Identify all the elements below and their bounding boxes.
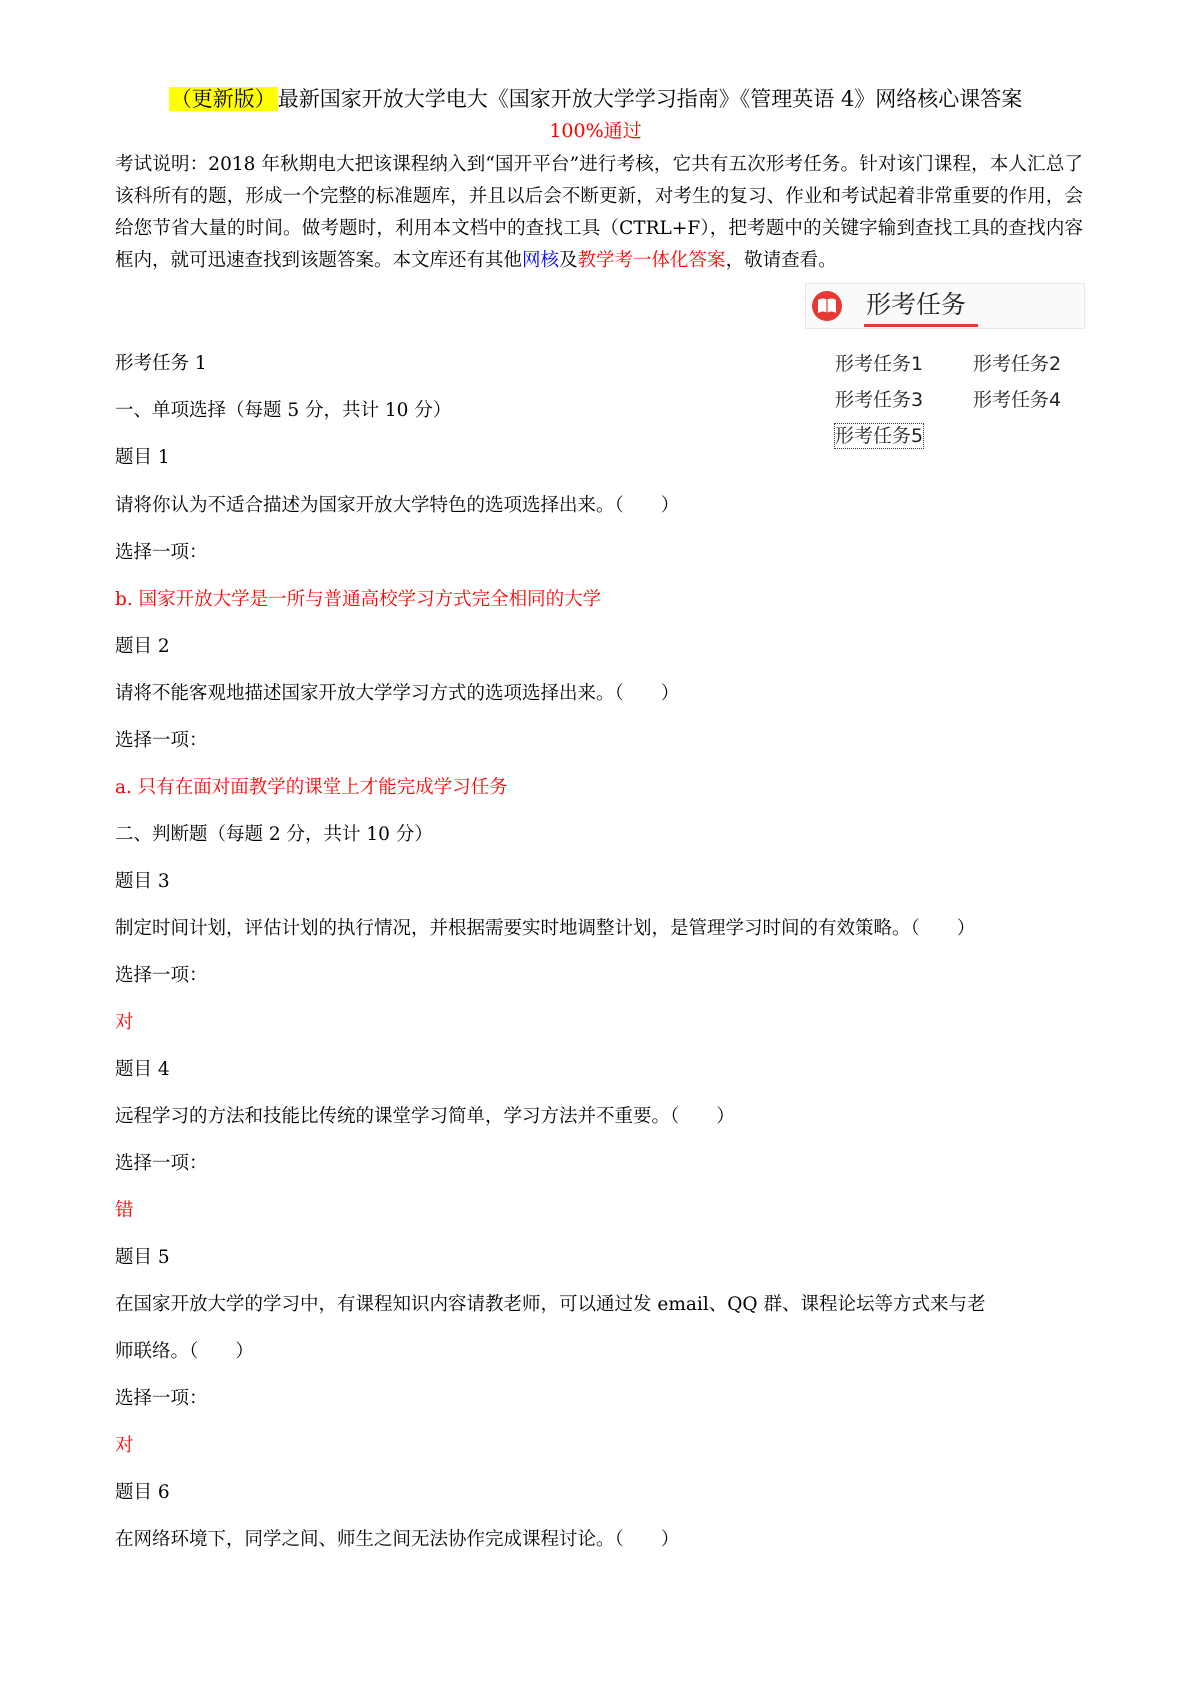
answer-text: 错 — [115, 1200, 134, 1221]
task-widget-image — [805, 283, 1085, 453]
widget-title: 形考任务 — [866, 290, 967, 319]
link-wanghe[interactable]: 网核 — [522, 250, 560, 271]
question-text: 制定时间计划，评估计划的执行情况，并根据需要实时地调整计划，是管理学习时间的有效策略。（ ） — [115, 918, 976, 939]
document-title — [0, 82, 1191, 116]
question-number: 题目 3 — [115, 871, 170, 892]
intro-text: 考试说明：2018 年秋期电大把该课程纳入到“国开平台”进行考核，它共有五次形考任务。针对该门课程，本人汇总了该科所有的题，形成一个完整的标准题库，并且以后会不断更新，对考生的复习、作业和考试起着非常重要的作用，会给您节省大量的时间。做考题时，利用本文档中的查找工具（CTRL+F），把考题中的关键字输到查找工具的查找内容框内，就可迅速查找到该题答案。本文库还有其他 — [115, 154, 1083, 271]
answer-text: b. 国家开放大学是一所与普通高校学习方式完全相同的大学 — [115, 589, 602, 610]
intro-closing: ，敬请查看。 — [725, 250, 837, 271]
title-highlight: （更新版） — [170, 87, 276, 111]
widget-title-underline — [864, 324, 978, 327]
answer-text: 对 — [115, 1012, 134, 1033]
question-text: 远程学习的方法和技能比传统的课堂学习简单，学习方法并不重要。（ ） — [115, 1106, 735, 1127]
question-text-continued: 师联络。（ ） — [115, 1341, 254, 1362]
choose-prompt: 选择一项： — [115, 1388, 208, 1409]
question-number: 题目 4 — [115, 1059, 170, 1080]
choose-prompt: 选择一项： — [115, 965, 208, 986]
section-heading: 形考任务 1 — [115, 353, 207, 374]
title-text: 最新国家开放大学电大《国家开放大学学习指南》《管理英语 4》网络核心课答案 — [277, 87, 1023, 111]
choose-prompt: 选择一项： — [115, 1153, 208, 1174]
question-text: 请将你认为不适合描述为国家开放大学特色的选项选择出来。（ ） — [115, 495, 680, 516]
question-text: 请将不能客观地描述国家开放大学学习方式的选项选择出来。（ ） — [115, 683, 680, 704]
section-subheading: 一、单项选择（每题 5 分，共计 10 分） — [115, 400, 452, 421]
task-link-1[interactable]: 形考任务1 — [835, 353, 924, 375]
question-number: 题目 5 — [115, 1247, 170, 1268]
document-subtitle: 100%通过 — [549, 120, 642, 142]
intro-paragraph — [115, 149, 1083, 277]
choose-prompt: 选择一项： — [115, 730, 208, 751]
intro-conjunction: 及 — [559, 250, 578, 271]
section-subheading: 二、判断题（每题 2 分，共计 10 分） — [115, 824, 433, 845]
choose-prompt: 选择一项： — [115, 542, 208, 563]
book-icon — [812, 291, 842, 321]
task-link-2[interactable]: 形考任务2 — [973, 353, 1062, 375]
answer-text: a. 只有在面对面教学的课堂上才能完成学习任务 — [115, 777, 508, 798]
answer-text: 对 — [115, 1435, 134, 1456]
question-number: 题目 2 — [115, 636, 170, 657]
question-number: 题目 6 — [115, 1482, 170, 1503]
task-link-5[interactable]: 形考任务5 — [835, 425, 924, 447]
task-link-3[interactable]: 形考任务3 — [835, 389, 924, 411]
question-number: 题目 1 — [115, 447, 170, 468]
link-jiaoxuekao[interactable]: 教学考一体化答案 — [577, 250, 726, 271]
widget-header — [805, 283, 1085, 329]
question-text: 在国家开放大学的学习中，有课程知识内容请教老师，可以通过发 email、QQ 群、课程论坛等方式来与老 — [115, 1294, 986, 1315]
question-text: 在网络环境下，同学之间、师生之间无法协作完成课程讨论。（ ） — [115, 1529, 680, 1550]
task-link-4[interactable]: 形考任务4 — [973, 389, 1062, 411]
